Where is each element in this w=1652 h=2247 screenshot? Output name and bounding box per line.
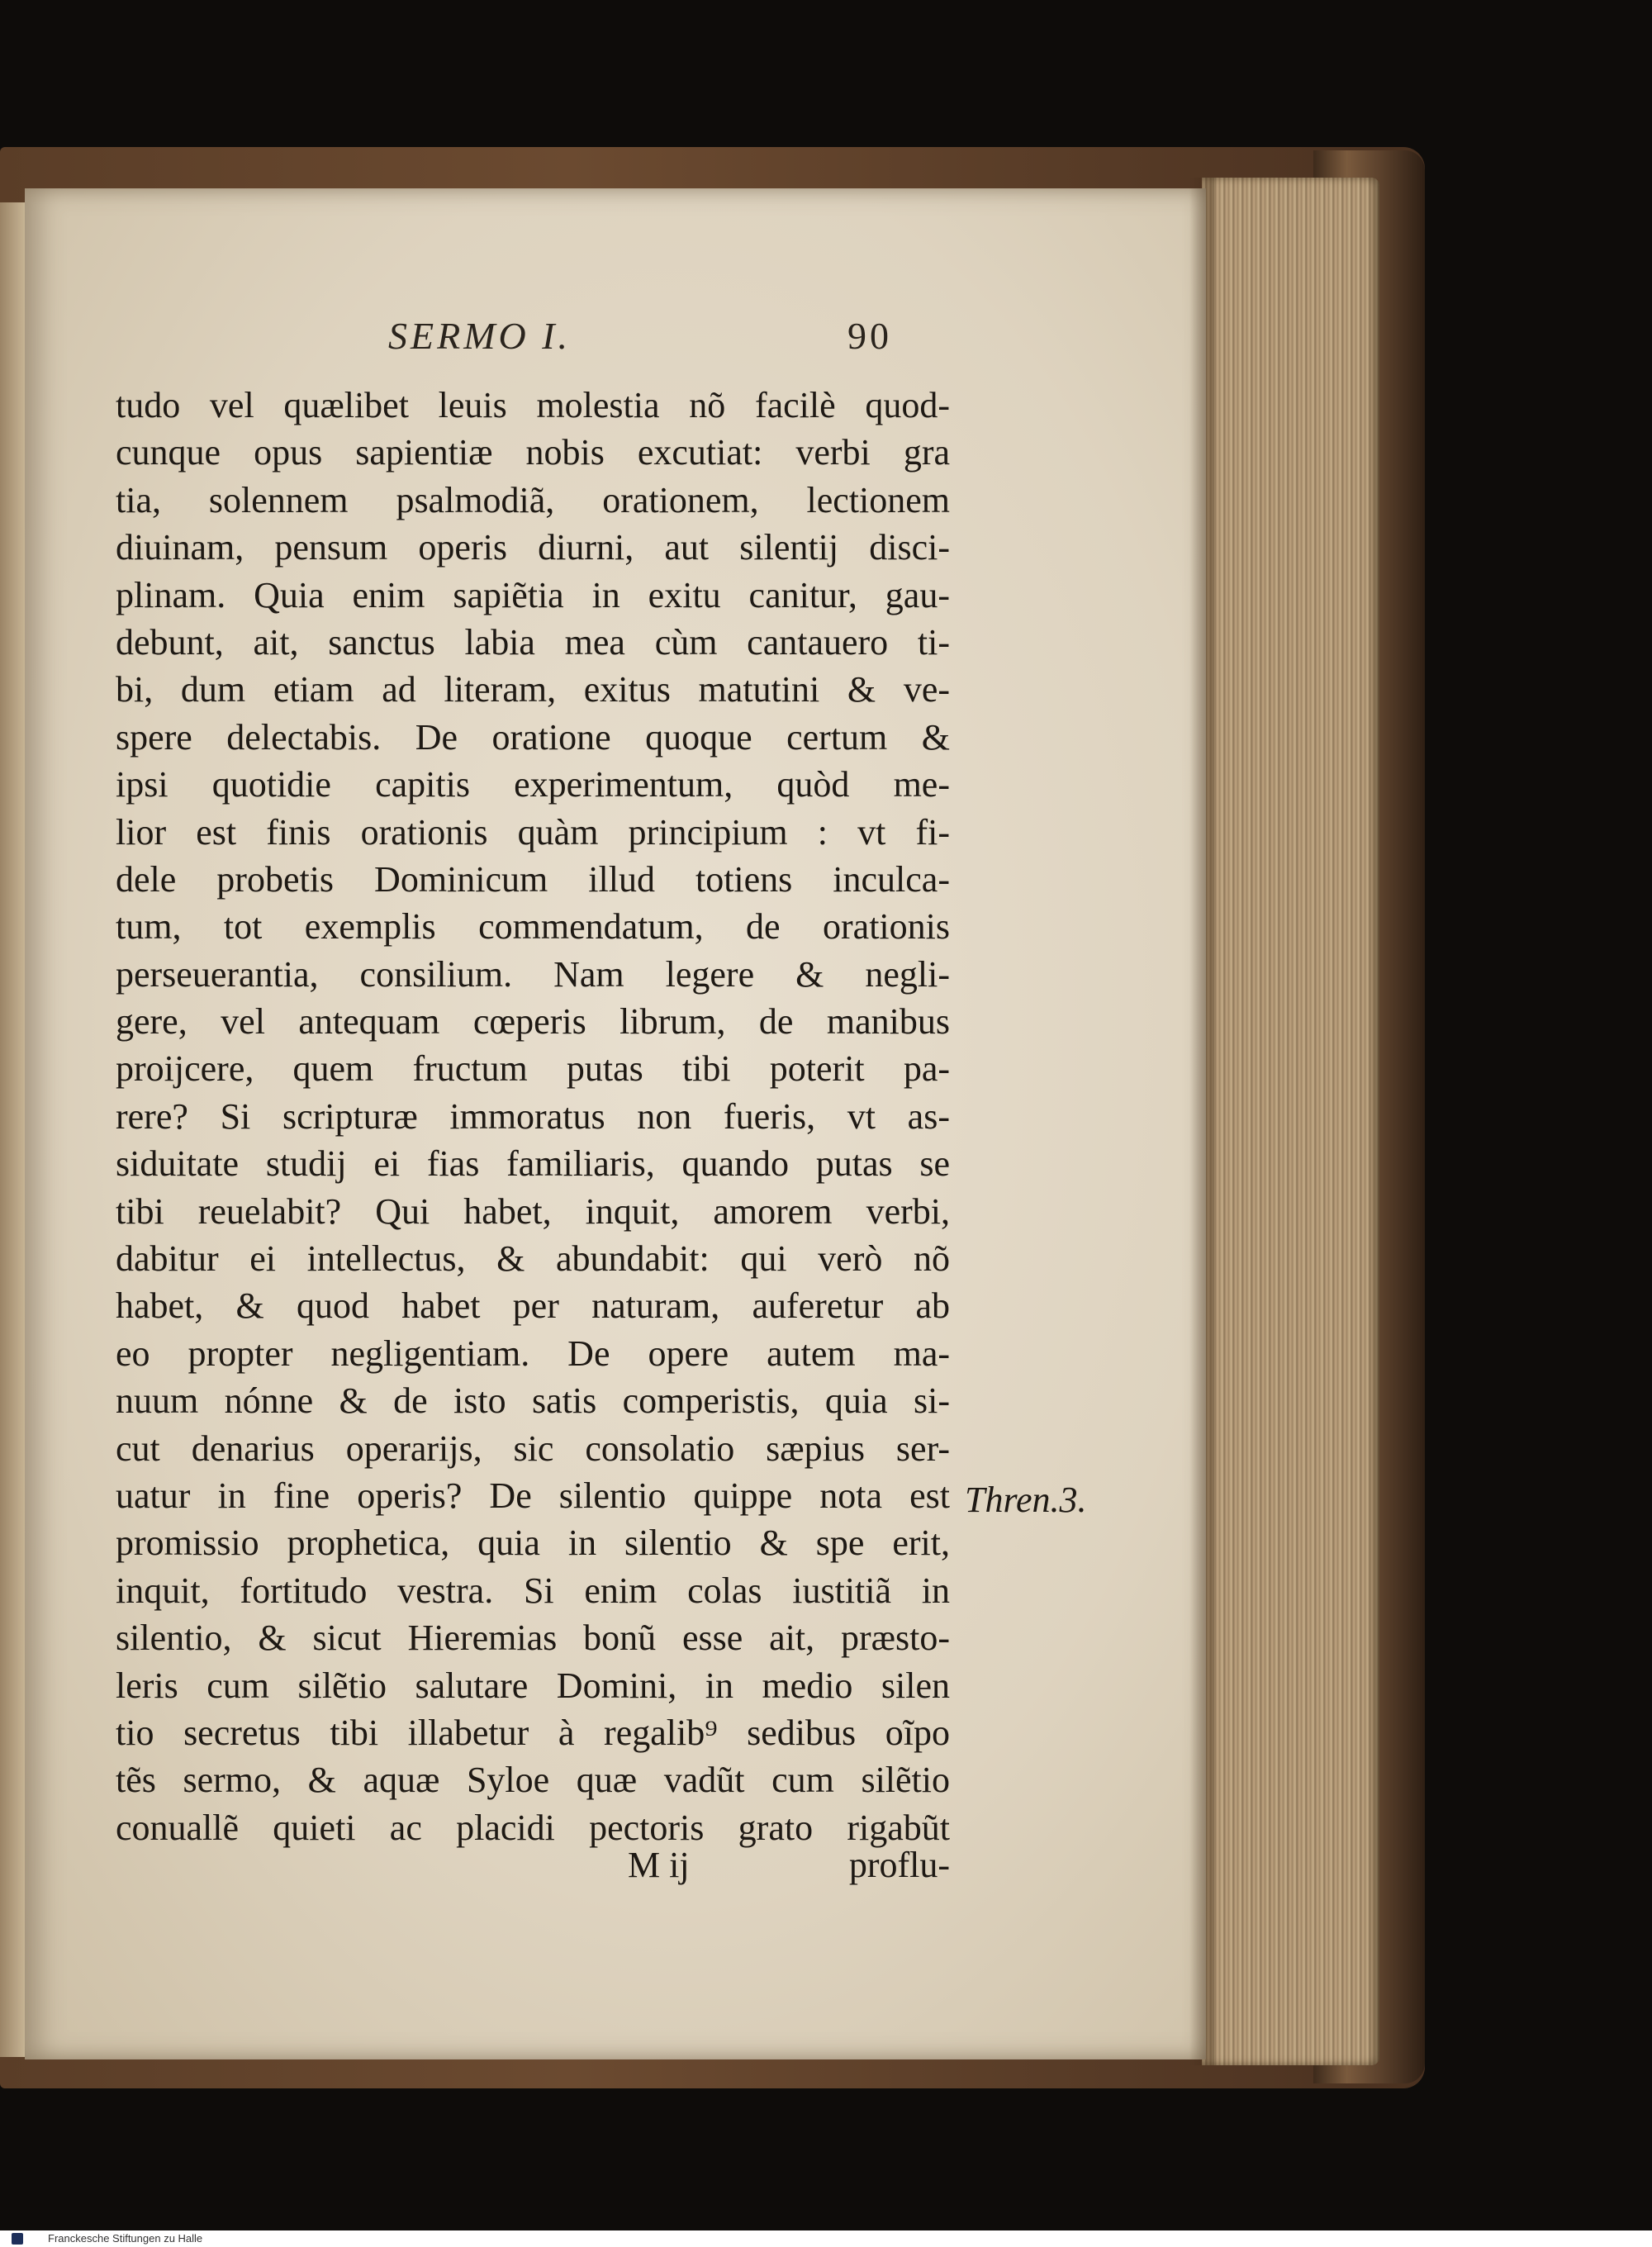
text-line: tia, solennem psalmodiã, orationem, lectionem	[116, 479, 950, 520]
text-line: dabitur ei intellectus, & abundabit: qui verò nõ	[116, 1238, 950, 1280]
text-line: inquit, fortitudo vestra. Si enim colas iustitiã in	[116, 1570, 950, 1611]
text-line: perseuerantia, consilium. Nam legere & negli-	[116, 953, 950, 995]
text-line: tum, tot exemplis commendatum, de orationis	[116, 906, 950, 948]
text-line: nuum nónne & de isto satis comperistis, quia si-	[116, 1380, 950, 1422]
text-line: uatur in fine operis? De silentio quippe nota est	[116, 1475, 950, 1516]
text-line: proijcere, quem fructum putas tibi poterit pa-	[116, 1048, 950, 1090]
text-line: ipsi quotidie capitis experimentum, quòd me-	[116, 764, 950, 805]
text-line: tẽs sermo, & aquæ Syloe quæ vadũt cum silẽtio	[116, 1760, 950, 1801]
text-line: leris cum silẽtio salutare Domini, in medio silen	[116, 1665, 950, 1706]
gutter-shadow	[1189, 178, 1214, 2065]
text-line: habet, & quod habet per naturam, auferetur ab	[116, 1285, 950, 1327]
text-line: plinam. Quia enim sapiẽtia in exitu canitur, gau-	[116, 574, 950, 615]
text-line: dele probetis Dominicum illud totiens inculca-	[116, 858, 950, 900]
page-foot	[116, 1844, 950, 1902]
text-line: siduitate studij ei fias familiaris, quando putas se	[116, 1143, 950, 1185]
text-line: bi, dum etiam ad literam, exitus matutini & ve-	[116, 669, 950, 710]
institution-logo-icon	[12, 2233, 23, 2245]
text-line: tudo vel quælibet leuis molestia nõ facilè quod-	[116, 385, 950, 425]
text-line: tio secretus tibi illabetur à regalib⁹ sedibus oĩpo	[116, 1712, 950, 1753]
text-line: gere, vel antequam cœperis librum, de manibus	[116, 1001, 950, 1043]
text-line: spere delectabis. De oratione quoque certum &	[116, 716, 950, 758]
text-line: tibi reuelabit? Qui habet, inquit, amorem verbi,	[116, 1190, 950, 1232]
page-block-edge	[1202, 178, 1379, 2065]
text-line: eo propter negligentiam. De opere autem ma-	[116, 1333, 950, 1374]
text-line: cunque opus sapientiæ nobis excutiat: verbi gra	[116, 432, 950, 473]
text-line: cut denarius operarijs, sic consolatio sæpius ser-	[116, 1428, 950, 1469]
footer-credit: Franckesche Stiftungen zu Halle	[48, 2232, 203, 2245]
running-title: SERMO I.	[388, 315, 572, 357]
signature-mark: M ij	[628, 1845, 690, 1885]
left-page-edge	[0, 202, 26, 2057]
text-line: diuinam, pensum operis diurni, aut silentij disci-	[116, 527, 950, 568]
text-line: promissio prophetica, quia in silentio & spe erit,	[116, 1523, 950, 1564]
running-header	[388, 314, 892, 372]
text-line: debunt, ait, sanctus labia mea cùm cantauero ti-	[116, 621, 950, 663]
text-line: lior est finis orationis quàm principium : vt fi-	[116, 811, 950, 853]
footer-bar	[0, 2230, 1652, 2247]
text-line: rere? Si scripturæ immoratus non fueris, vt as-	[116, 1095, 950, 1137]
text-line: conuallẽ quieti ac placidi pectoris grato rigabũt	[116, 1807, 950, 1848]
page-number: 90	[847, 315, 892, 357]
margin-note: Thren.3.	[965, 1480, 1087, 1520]
body-text	[116, 382, 950, 1851]
catchword: proflu-	[848, 1845, 950, 1885]
text-line: silentio, & sicut Hieremias bonũ esse ait, præsto-	[116, 1618, 950, 1659]
